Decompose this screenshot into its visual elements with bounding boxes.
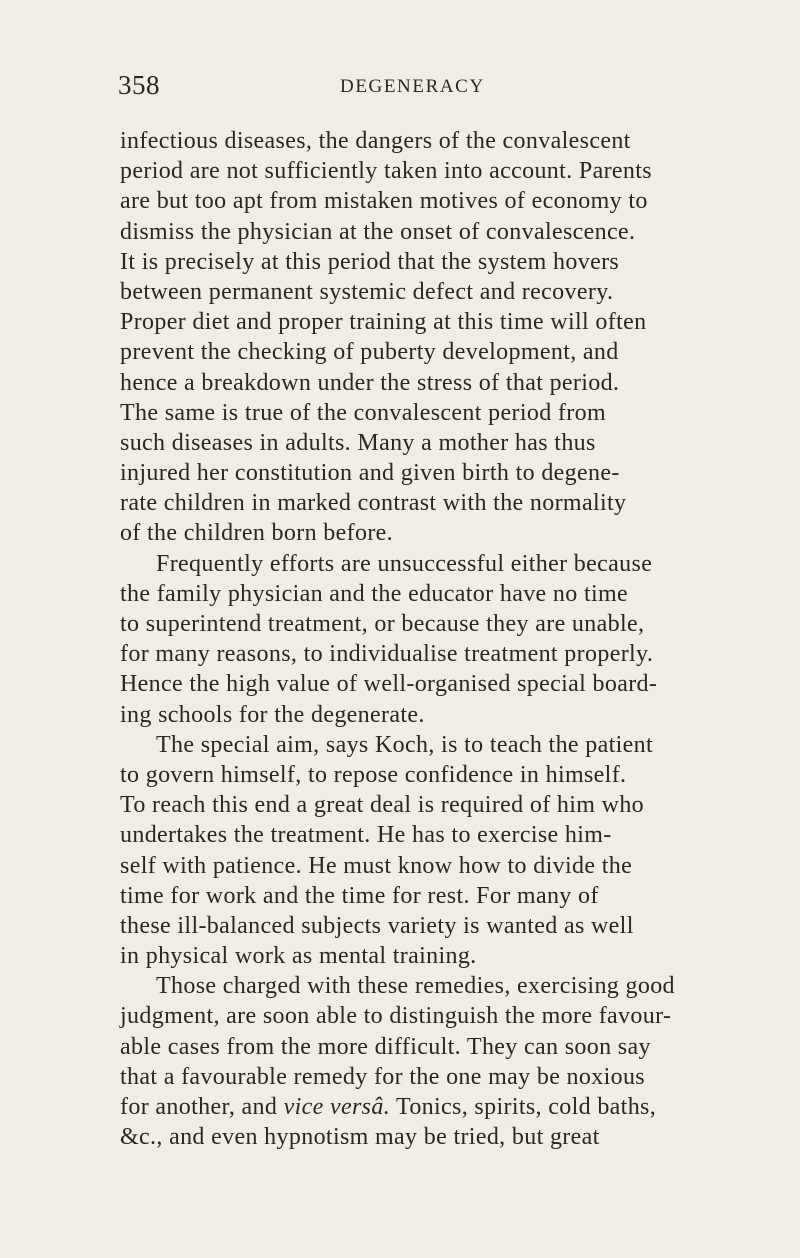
text-segment: Tonics, spirits, cold baths, (390, 1094, 657, 1120)
text-line: between permanent systemic defect and recovery. (120, 278, 614, 305)
text-line: The same is true of the convalescent period from (120, 399, 606, 426)
text-line: are but too apt from mistaken motives of economy to (120, 188, 648, 215)
text-line: infectious diseases, the dangers of the convalescent (120, 128, 631, 154)
page-number: 358 (118, 70, 160, 100)
text-line: that a favourable remedy for the one may be noxious (120, 1063, 646, 1090)
text-line: undertakes the treatment. He has to exercise him- (120, 822, 612, 849)
body-text (120, 126, 760, 1152)
text-line: period are not sufficiently taken into account. Parents (120, 158, 652, 185)
text-line: judgment, are soon able to distinguish the more favour- (120, 1003, 672, 1030)
text-line: &c., and even hypnotism may be tried, but great (120, 1124, 600, 1151)
text-line: To reach this end a great deal is required of him who (120, 792, 645, 819)
text-line: Proper diet and proper training at this time will often (120, 309, 647, 336)
paragraph-start-line: Frequently efforts are unsuccessful either because (156, 550, 653, 577)
text-line: ing schools for the degenerate. (120, 701, 425, 728)
text-line: for many reasons, to individualise treatment properly. (120, 641, 654, 668)
text-line: in physical work as mental training. (120, 943, 477, 970)
text-segment: for another, and (120, 1094, 284, 1120)
text-line: dismiss the physician at the onset of convalescence. (120, 218, 636, 245)
italic-phrase: vice versâ. (283, 1094, 391, 1120)
text-line: injured her constitution and given birth to degene- (120, 460, 620, 487)
page-header (118, 70, 746, 106)
text-line: time for work and the time for rest. For many of (120, 882, 599, 909)
text-line: of the children born before. (120, 520, 394, 547)
text-line: Hence the high value of well-organised special board- (120, 671, 658, 698)
paragraph-start-line: The special aim, says Koch, is to teach the patient (156, 731, 654, 758)
text-line: hence a breakdown under the stress of that period. (120, 369, 620, 396)
text-line: self with patience. He must know how to divide the (120, 852, 633, 879)
text-line: able cases from the more difficult. They can soon say (120, 1033, 651, 1060)
text-line: to superintend treatment, or because they are unable, (120, 611, 645, 637)
text-line: such diseases in adults. Many a mother has thus (120, 429, 596, 456)
text-line: It is precisely at this period that the system hovers (120, 248, 620, 275)
paragraph-start-line: Those charged with these remedies, exercising good (156, 973, 675, 1000)
text-line: these ill-balanced subjects variety is wanted as well (120, 912, 634, 939)
text-line: the family physician and the educator have no time (120, 580, 628, 607)
running-head: DEGENERACY (340, 76, 485, 97)
text-line: prevent the checking of puberty development, and (120, 339, 619, 366)
text-line: rate children in marked contrast with the normality (120, 490, 627, 517)
text-line: to govern himself, to repose confidence in himself. (120, 761, 627, 788)
text-line-with-italic (120, 1092, 760, 1122)
